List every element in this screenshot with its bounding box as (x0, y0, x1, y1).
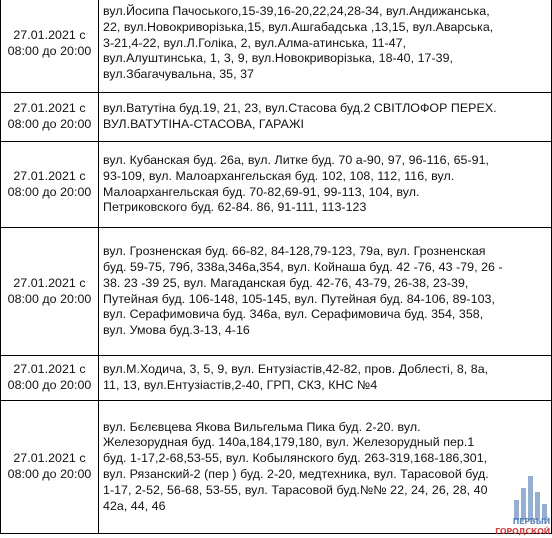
building-icon (514, 476, 546, 520)
watermark-line1: ПЕРВЫЙ (512, 517, 550, 526)
table-row (1, 142, 552, 228)
row-addresses: вул.Ватутіна буд.19, 21, 23, вул.Стасова буд.2 СВІТЛОФОР ПЕРЕХ. ВУЛ.ВАТУТІНА-СТАСОВА, ГАРАЖІ (99, 93, 552, 142)
row-addresses: вул. Бєлєвцева Якова Вильгельма Пика буд. 2-20. вул. Железорудная буд. 140а,184,179,180, вул. Железорудный пер.1 буд. 1-17,2-68,53-55, вул. Кобылянского буд. 263-319,168-186,301, вул. Рязанский-2 (пер ) буд. 2-20, медтехника, вул. Тарасовой буд. 1-17, 2-52, 56-68, 53-55, вул. Тарасовой буд.№№ 22, 24, 26, 28, 40 42а, 44, 46 (99, 401, 552, 534)
table-row (1, 401, 552, 534)
row-addresses: вул. Грозненская буд. 66-82, 84-128,79-123, 79а, вул. Грозненская буд. 59-75, 79б, 338а,346а,354, вул. Койнаша буд. 42 -76, 43 -79, 26 - 38. 23 -39 25, вул. Магаданская буд. 42-76, 43-79, 26-38, 23-39, Путейная буд. 106-148, 105-145, вул. Путейная буд. 84-106, 89-103, вул. Серафимовича буд. 346а, вул. Серафимовича буд. 354, 358, вул. Умова буд.3-13, 4-16 (99, 228, 552, 356)
row-date: 27.01.2021 с 08:00 до 20:00 (1, 228, 99, 356)
watermark-line2: ГОРОДСКОЙ (495, 527, 550, 536)
row-date: 27.01.2021 с 08:00 до 20:00 (1, 142, 99, 228)
row-date: 27.01.2021 с 08:00 до 20:00 (1, 356, 99, 401)
row-date: 27.01.2021 с 08:00 до 20:00 (1, 0, 99, 93)
row-addresses: вул.М.Ходича, 3, 5, 9, вул. Ентузіастів,42-82, пров. Доблесті, 8, 8а, 11, 13, вул.Ентузіастів,2-40, ГРП, СКЗ, КНС №4 (99, 356, 552, 401)
row-addresses: вул. Кубанская буд. 26а, вул. Литке буд. 70 а-90, 97, 96-116, 65-91, 93-109, вул. Малоархангельская буд. 102, 108, 112, 116, вул. Малоархангельская буд. 70-82,69-91, 99-113, 104, вул. Петриковского буд. 62-84. 86, 91-111, 113-123 (99, 142, 552, 228)
table-row (1, 356, 552, 401)
row-date: 27.01.2021 с 08:00 до 20:00 (1, 93, 99, 142)
table-row (1, 93, 552, 142)
table-row (1, 0, 552, 93)
row-addresses: вул.Йосипа Пачоського,15-39,16-20,22,24,28-34, вул.Андижанська, 22, вул.Новокриворізька,15, вул.Ашгабадська ,13,15, вул.Аварська, 3-21,4-22, вул.Л.Голіка, 2, вул.Алма-атинська, 11-47, вул.Алуштинська, 1, 3, 9, вул.Новокриворізька, 18-40, 17-39, вул.Збагачувальна, 35, 37 (99, 0, 552, 93)
table-row (1, 228, 552, 356)
row-date: 27.01.2021 с 08:00 до 20:00 (1, 401, 99, 534)
watermark-logo (495, 476, 550, 536)
